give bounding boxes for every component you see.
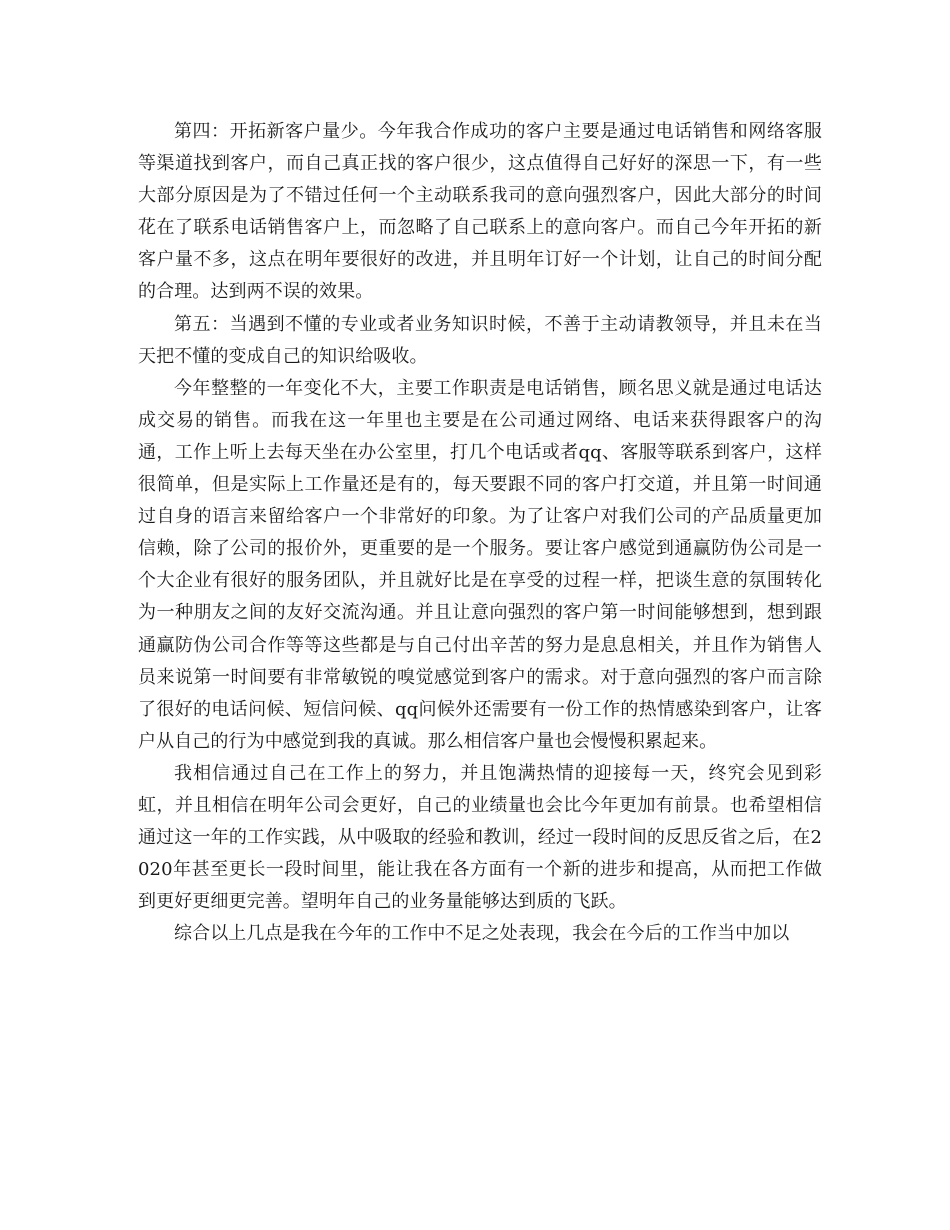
paragraph-point-four: 第四：开拓新客户量少。今年我合作成功的客户主要是通过电话销售和网络客服等渠道找到客户，而自己真正找的客户很少，这点值得自己好好的深思一下，有一些大部分原因是为了不错过任何一个主动联系我司的意向强烈客户，因此大部分的时间花在了联系电话销售客户上，而忽略了自己联系上的意向客户。而自己今年开拓的新客户量不多，这点在明年要很好的改进，并且明年订好一个计划，让自己的时间分配的合理。达到两不误的效果。 xyxy=(138,121,822,303)
paragraph-point-five: 第五：当遇到不懂的专业或者业务知识时候，不善于主动请教领导，并且未在当天把不懂的变成自己的知识给吸收。 xyxy=(138,313,822,367)
paragraph-work-overview: 今年整整的一年变化不大，主要工作职责是电话销售，顾名思义就是通过电话达成交易的销售。而我在这一年里也主要是在公司通过网络、电话来获得跟客户的沟通，工作上听上去每天坐在办公室里，打几个电话或者qq、客服等联系到客户，这样很简单，但是实际上工作量还是有的，每天要跟不同的客户打交道，并且第一时间通过自身的语言来留给客户一个非常好的印象。为了让客户对我们公司的产品质量更加信赖，除了公司的报价外，更重要的是一个服务。要让客户感觉到通赢防伪公司是一个大企业有很好的服务团队，并且就好比是在享受的过程一样，把谈生意的氛围转化为一种朋友之间的友好交流沟通。并且让意向强烈的客户第一时间能够想到，想到跟通赢防伪公司合作等等这些都是与自己付出辛苦的努力是息息相关，并且作为销售人员来说第一时间要有非常敏锐的嗅觉感觉到客户的需求。对于意向强烈的客户而言除了很好的电话问候、短信问候、qq问候外还需要有一份工作的热情感染到客户，让客户从自己的行为中感觉到我的真诚。那么相信客户量也会慢慢积累起来。 xyxy=(138,377,822,752)
paragraph-outlook: 我相信通过自己在工作上的努力，并且饱满热情的迎接每一天，终究会见到彩虹，并且相信在明年公司会更好，自己的业绩量也会比今年更加有前景。也希望相信通过这一年的工作实践，从中吸取的经验和教训，经过一段时间的反思反省之后，在2020年甚至更长一段时间里，能让我在各方面有一个新的进步和提高，从而把工作做到更好更细更完善。望明年自己的业务量能够达到质的飞跃。 xyxy=(138,762,822,913)
document-body xyxy=(138,116,822,950)
paragraph-summary: 综合以上几点是我在今年的工作中不足之处表现，我会在今后的工作当中加以 xyxy=(174,923,790,945)
